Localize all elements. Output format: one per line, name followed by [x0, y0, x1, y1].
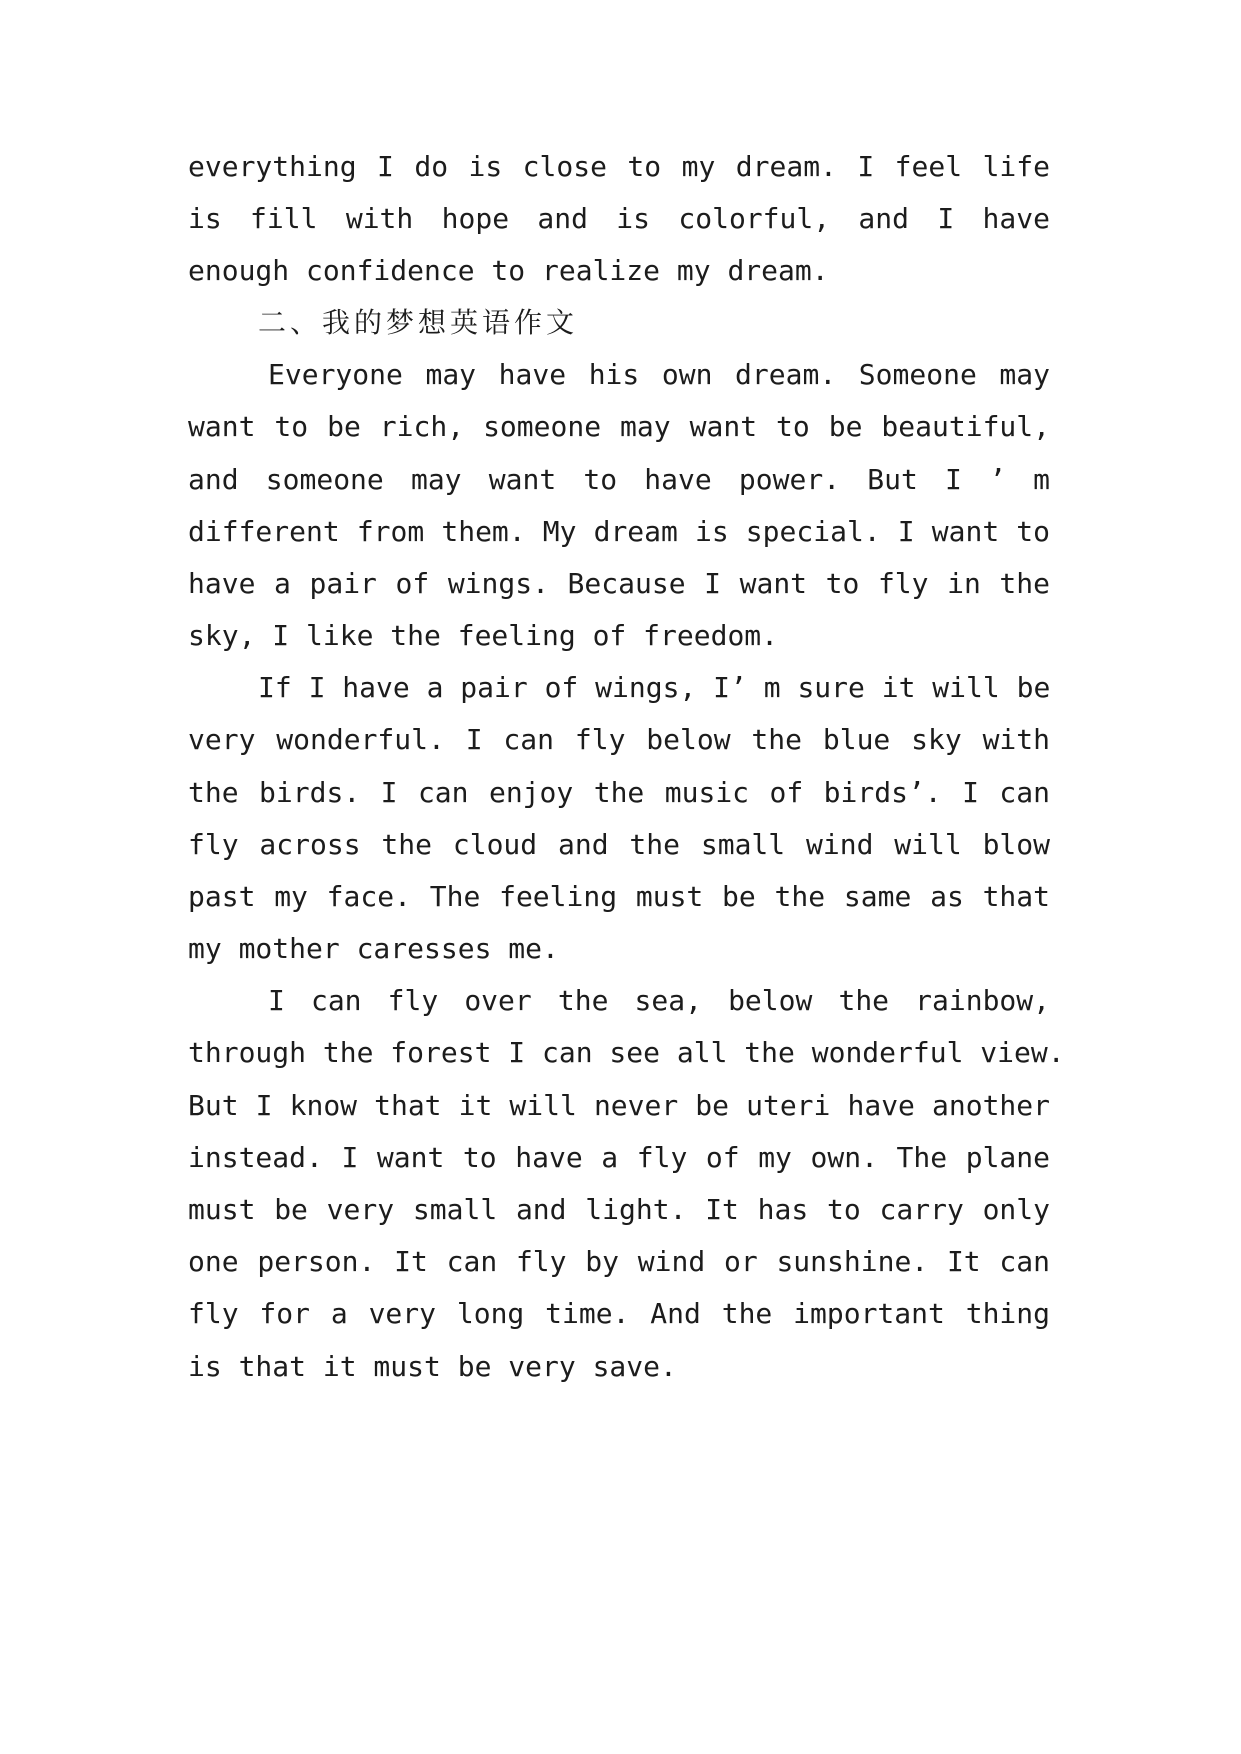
paragraph-line: have a pair of wings. Because I want to fly in the [188, 567, 1050, 600]
paragraph-line: and someone may want to have power. But I ’ m [188, 463, 1050, 496]
paragraph-line: instead. I want to have a fly of my own. The plane [188, 1141, 1050, 1174]
paragraph-line: must be very small and light. It has to carry only [188, 1193, 1050, 1226]
paragraph-line: past my face. The feeling must be the same as that [188, 880, 1050, 913]
paragraph-line: everything I do is close to my dream. I feel life [188, 150, 1050, 183]
paragraph-line: Everyone may have his own dream. Someone may [268, 358, 1050, 391]
paragraph-line: fly for a very long time. And the important thing [188, 1297, 1050, 1330]
paragraph-line: enough confidence to realize my dream. [188, 254, 829, 287]
paragraph-line: But I know that it will never be uteri have another [188, 1089, 1050, 1122]
paragraph-line: sky, I like the feeling of freedom. [188, 619, 779, 652]
paragraph-line: my mother caresses me. [188, 932, 559, 965]
paragraph-line: one person. It can fly by wind or sunshine. It can [188, 1245, 1050, 1278]
paragraph-line: is fill with hope and is colorful, and I have [188, 202, 1050, 235]
section-heading: 二、我的梦想英语作文 [258, 306, 579, 339]
paragraph-line: different from them. My dream is special. I want to [188, 515, 1050, 548]
paragraph-line: very wonderful. I can fly below the blue sky with [188, 723, 1050, 756]
paragraph-line: fly across the cloud and the small wind will blow [188, 828, 1050, 861]
paragraph-line: If I have a pair of wings, I’ m sure it will be [258, 671, 1051, 704]
paragraph-line: I can fly over the sea, below the rainbow, [268, 984, 1050, 1017]
paragraph-line: want to be rich, someone may want to be beautiful, [188, 410, 1050, 443]
paragraph-line: through the forest I can see all the wonderful view. [188, 1036, 1065, 1069]
paragraph-line: is that it must be very save. [188, 1350, 677, 1383]
paragraph-line: the birds. I can enjoy the music of birds’. I can [188, 776, 1050, 809]
